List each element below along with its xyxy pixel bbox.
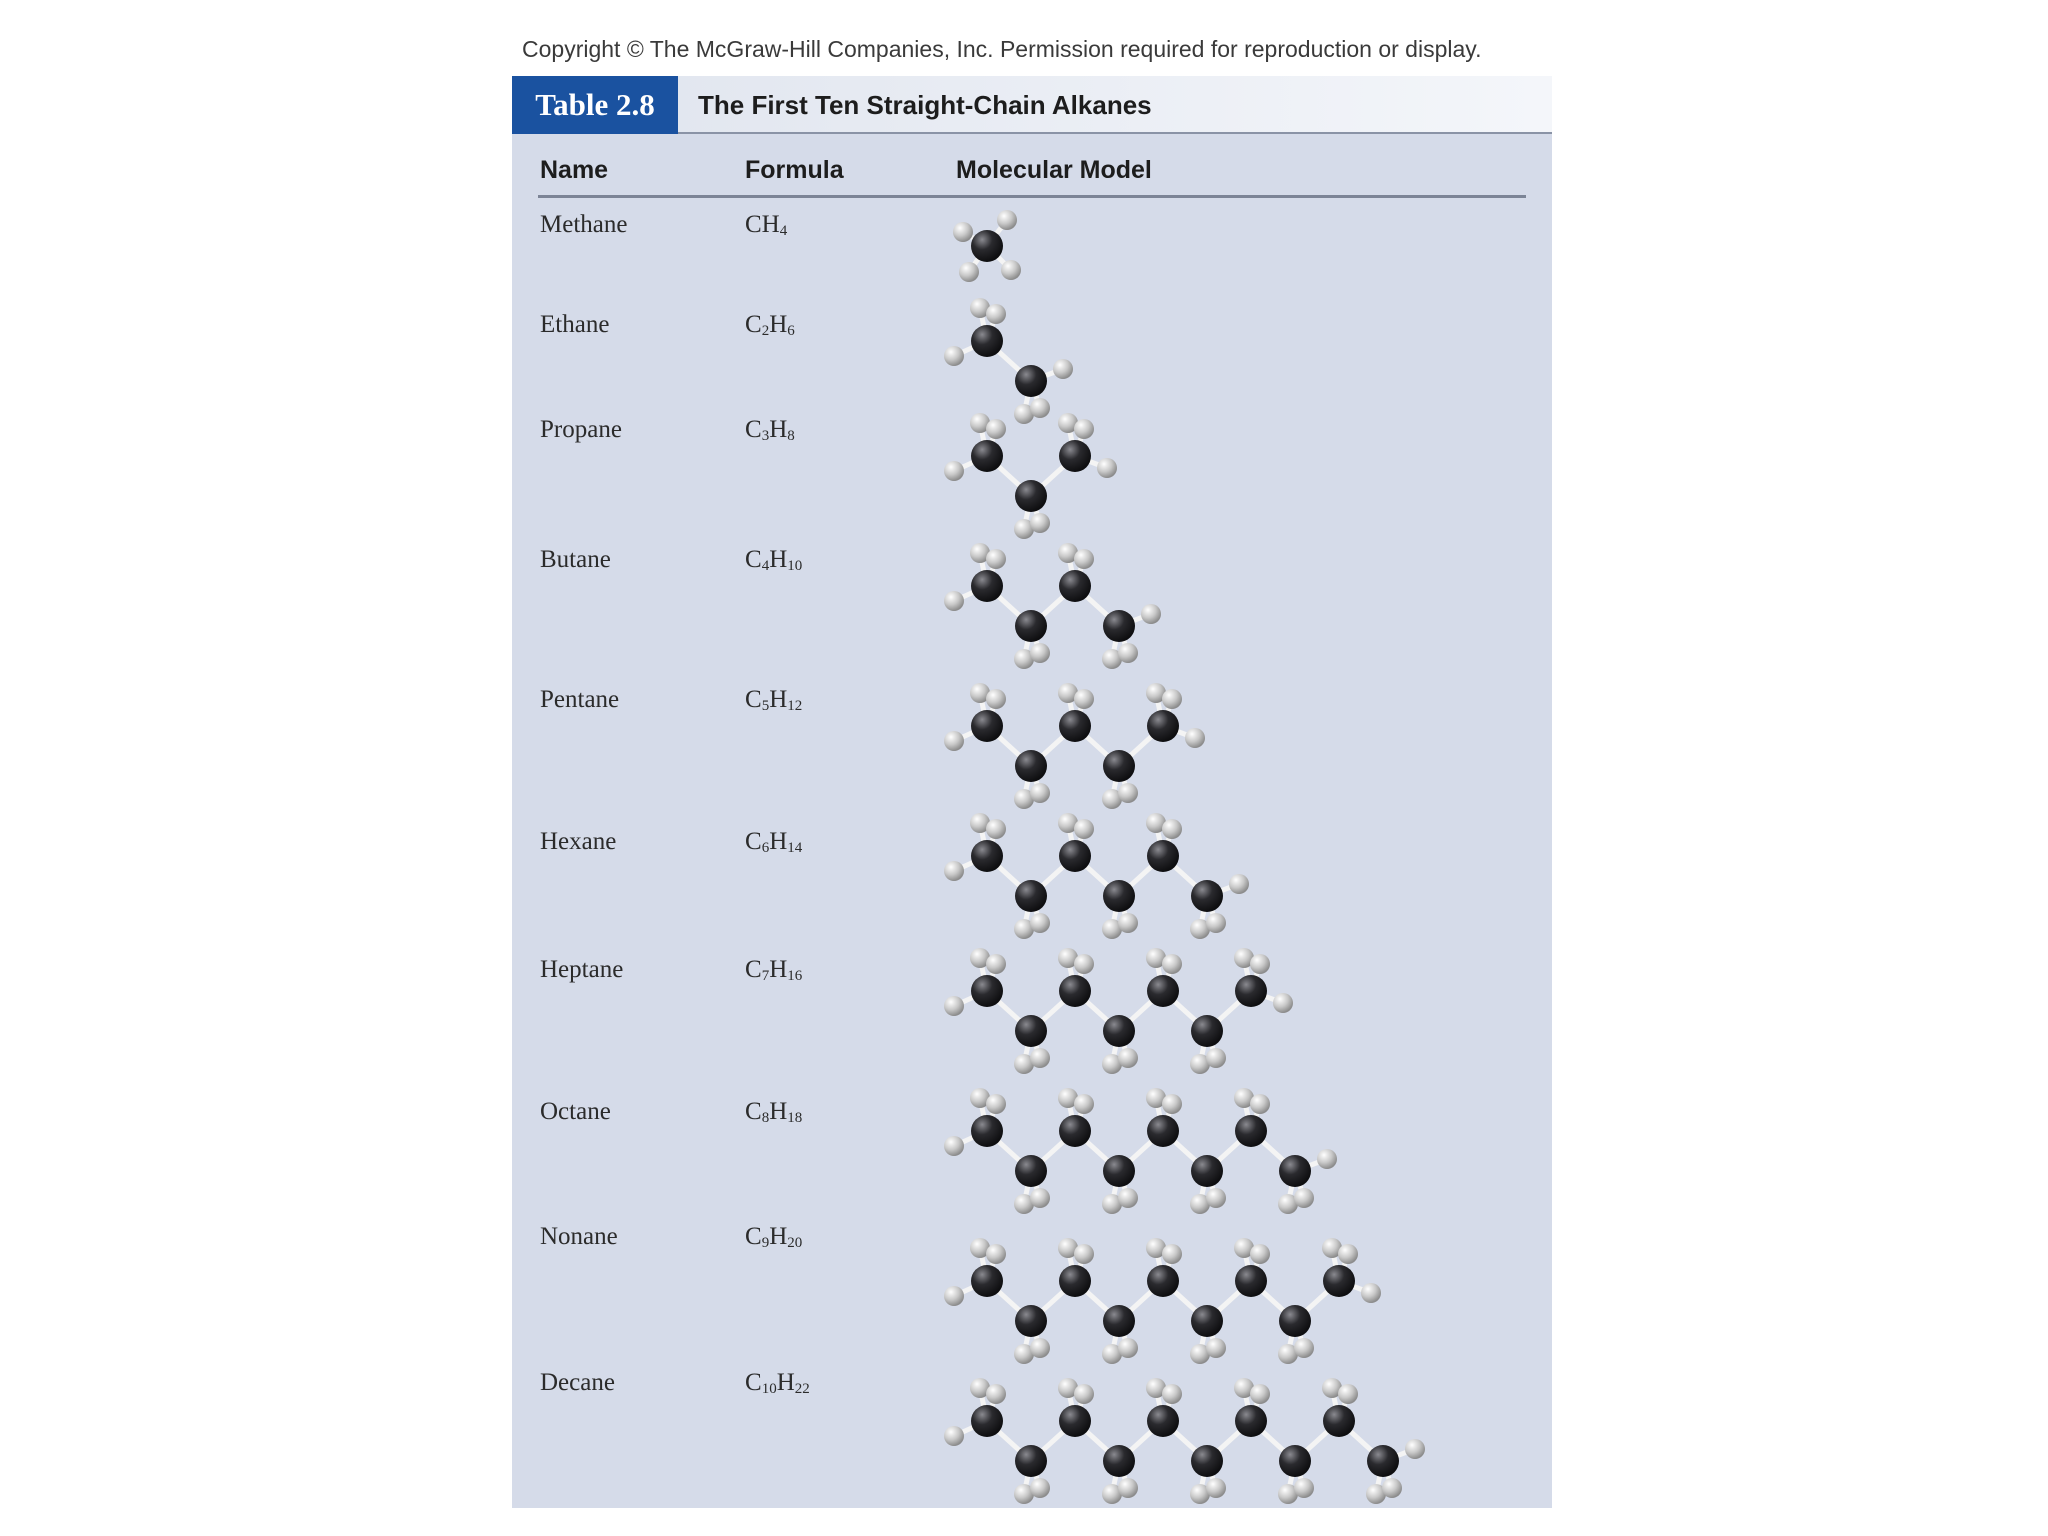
formula-symbol: C [745, 1369, 762, 1396]
hydrogen-atom [1361, 1283, 1381, 1303]
carbon-atom [971, 440, 1003, 472]
carbon-atom [1103, 610, 1135, 642]
carbon-atom [1103, 1015, 1135, 1047]
carbon-atom [971, 1265, 1003, 1297]
hydrogen-atom [1118, 1048, 1138, 1068]
hydrogen-atom [1118, 913, 1138, 933]
carbon-atom [971, 570, 1003, 602]
table-number-tag: Table 2.8 [512, 76, 678, 134]
formula-subscript: 6 [761, 840, 770, 856]
hydrogen-atom [1030, 783, 1050, 803]
formula-subscript: 9 [761, 1235, 770, 1251]
molecular-model-pentane [944, 683, 1205, 809]
carbon-atom [971, 975, 1003, 1007]
carbon-atom [1015, 1305, 1047, 1337]
hydrogen-atom [1074, 419, 1094, 439]
row-name-ethane: Ethane [540, 311, 610, 338]
hydrogen-atom [1030, 1478, 1050, 1498]
molecular-model-butane [944, 543, 1161, 669]
formula-symbol: H [769, 686, 788, 713]
row-name-methane: Methane [540, 211, 628, 238]
formula-symbol: CH [745, 211, 780, 238]
hydrogen-atom [986, 954, 1006, 974]
carbon-atom [1015, 1155, 1047, 1187]
row-name-octane: Octane [540, 1098, 611, 1125]
formula-subscript: 16 [787, 968, 803, 984]
carbon-atom [1191, 1015, 1223, 1047]
formula-symbol: H [769, 311, 788, 338]
table-title: The First Ten Straight-Chain Alkanes [698, 90, 1152, 120]
carbon-atom [1059, 570, 1091, 602]
hydrogen-atom [1206, 913, 1226, 933]
hydrogen-atom [1118, 1338, 1138, 1358]
carbon-atom [1103, 1445, 1135, 1477]
hydrogen-atom [1030, 643, 1050, 663]
carbon-atom [1103, 1155, 1135, 1187]
hydrogen-atom [1074, 1384, 1094, 1404]
carbon-atom [971, 1115, 1003, 1147]
formula-symbol: C [745, 416, 762, 443]
hydrogen-atom [1382, 1478, 1402, 1498]
formula-symbol: H [776, 1369, 795, 1396]
carbon-atom [1015, 1445, 1047, 1477]
formula-subscript: 12 [787, 698, 803, 714]
hydrogen-atom [1250, 1244, 1270, 1264]
hydrogen-atom [1162, 1384, 1182, 1404]
copyright-notice: Copyright © The McGraw-Hill Companies, Inc. Permission required for reproduction or display. [522, 36, 1482, 62]
hydrogen-atom [944, 996, 964, 1016]
formula-subscript: 8 [787, 428, 795, 444]
molecular-model-decane [944, 1378, 1425, 1504]
formula-subscript: 22 [794, 1381, 810, 1397]
carbon-atom [1015, 610, 1047, 642]
hydrogen-atom [944, 1286, 964, 1306]
hydrogen-atom [1030, 1188, 1050, 1208]
hydrogen-atom [1162, 1094, 1182, 1114]
carbon-atom [1015, 480, 1047, 512]
carbon-atom [1367, 1445, 1399, 1477]
carbon-atom [1279, 1305, 1311, 1337]
hydrogen-atom [1141, 604, 1161, 624]
hydrogen-atom [1030, 1338, 1050, 1358]
molecular-model-heptane [944, 948, 1293, 1074]
carbon-atom [1191, 880, 1223, 912]
row-name-heptane: Heptane [540, 956, 624, 983]
hydrogen-atom [953, 222, 973, 242]
hydrogen-atom [1206, 1048, 1226, 1068]
carbon-atom [1235, 1115, 1267, 1147]
molecular-model-nonane [944, 1238, 1381, 1364]
row-name-hexane: Hexane [540, 828, 617, 855]
carbon-atom [1147, 1405, 1179, 1437]
hydrogen-atom [1030, 913, 1050, 933]
formula-subscript: 8 [761, 1110, 770, 1126]
carbon-atom [1279, 1155, 1311, 1187]
column-header-name: Name [540, 156, 609, 184]
formula-subscript: 18 [787, 1110, 803, 1126]
hydrogen-atom [1162, 689, 1182, 709]
hydrogen-atom [1118, 783, 1138, 803]
molecular-model-methane [953, 210, 1021, 282]
carbon-atom [1015, 365, 1047, 397]
carbon-atom [971, 325, 1003, 357]
formula-symbol: C [745, 828, 762, 855]
hydrogen-atom [1206, 1188, 1226, 1208]
carbon-atom [1059, 840, 1091, 872]
carbon-atom [1147, 1265, 1179, 1297]
formula-symbol: H [769, 546, 788, 573]
formula-symbol: H [769, 1098, 788, 1125]
formula-subscript: 4 [761, 558, 770, 574]
carbon-atom [1015, 750, 1047, 782]
hydrogen-atom [1338, 1244, 1358, 1264]
carbon-atom [1103, 1305, 1135, 1337]
formula-symbol: H [769, 1223, 788, 1250]
carbon-atom [1059, 975, 1091, 1007]
carbon-atom [1323, 1265, 1355, 1297]
carbon-atom [1015, 880, 1047, 912]
formula-subscript: 3 [761, 428, 770, 444]
hydrogen-atom [986, 1384, 1006, 1404]
hydrogen-atom [1118, 1478, 1138, 1498]
hydrogen-atom [1338, 1384, 1358, 1404]
molecular-models [512, 76, 1552, 1508]
formula-subscript: 4 [779, 223, 788, 239]
carbon-atom [1235, 975, 1267, 1007]
carbon-atom [1191, 1155, 1223, 1187]
hydrogen-atom [1250, 954, 1270, 974]
hydrogen-atom [986, 1094, 1006, 1114]
formula-subscript: 10 [761, 1381, 777, 1397]
carbon-atom [1147, 1115, 1179, 1147]
row-name-pentane: Pentane [540, 686, 620, 713]
hydrogen-atom [1294, 1478, 1314, 1498]
formula-symbol: H [769, 828, 788, 855]
hydrogen-atom [986, 689, 1006, 709]
carbon-atom [1147, 975, 1179, 1007]
hydrogen-atom [944, 861, 964, 881]
formula-symbol: H [769, 416, 788, 443]
hydrogen-atom [1273, 993, 1293, 1013]
hydrogen-atom [986, 549, 1006, 569]
hydrogen-atom [944, 1136, 964, 1156]
hydrogen-atom [986, 419, 1006, 439]
molecular-model-hexane [944, 813, 1249, 939]
hydrogen-atom [1294, 1338, 1314, 1358]
hydrogen-atom [944, 731, 964, 751]
hydrogen-atom [997, 210, 1017, 230]
hydrogen-atom [1162, 819, 1182, 839]
carbon-atom [1147, 840, 1179, 872]
hydrogen-atom [1053, 359, 1073, 379]
hydrogen-atom [959, 262, 979, 282]
formula-symbol: C [745, 546, 762, 573]
column-header-formula: Formula [745, 156, 844, 184]
carbon-atom [1323, 1405, 1355, 1437]
hydrogen-atom [1074, 1244, 1094, 1264]
hydrogen-atom [1097, 458, 1117, 478]
formula-subscript: 10 [787, 558, 803, 574]
hydrogen-atom [1317, 1149, 1337, 1169]
formula-symbol: C [745, 956, 762, 983]
hydrogen-atom [1074, 1094, 1094, 1114]
carbon-atom [1015, 1015, 1047, 1047]
hydrogen-atom [1294, 1188, 1314, 1208]
hydrogen-atom [1229, 874, 1249, 894]
hydrogen-atom [1118, 643, 1138, 663]
hydrogen-atom [1405, 1439, 1425, 1459]
hydrogen-atom [1030, 398, 1050, 418]
carbon-atom [1191, 1305, 1223, 1337]
molecular-model-propane [944, 413, 1117, 539]
hydrogen-atom [1250, 1094, 1270, 1114]
carbon-atom [1059, 710, 1091, 742]
hydrogen-atom [1074, 954, 1094, 974]
hydrogen-atom [944, 1426, 964, 1446]
hydrogen-atom [986, 819, 1006, 839]
carbon-atom [1235, 1265, 1267, 1297]
carbon-atom [1147, 710, 1179, 742]
formula-subscript: 2 [761, 323, 770, 339]
carbon-atom [1103, 880, 1135, 912]
hydrogen-atom [986, 1244, 1006, 1264]
carbon-atom [1059, 1265, 1091, 1297]
hydrogen-atom [1185, 728, 1205, 748]
hydrogen-atom [1162, 1244, 1182, 1264]
carbon-atom [1059, 1405, 1091, 1437]
hydrogen-atom [986, 304, 1006, 324]
hydrogen-atom [1074, 549, 1094, 569]
carbon-atom [971, 1405, 1003, 1437]
carbon-atom [1235, 1405, 1267, 1437]
hydrogen-atom [1206, 1338, 1226, 1358]
formula-symbol: C [745, 1098, 762, 1125]
hydrogen-atom [1001, 260, 1021, 280]
hydrogen-atom [1250, 1384, 1270, 1404]
carbon-atom [971, 230, 1003, 262]
carbon-atom [1279, 1445, 1311, 1477]
hydrogen-atom [944, 591, 964, 611]
carbon-atom [1059, 440, 1091, 472]
hydrogen-atom [1030, 1048, 1050, 1068]
row-name-propane: Propane [540, 416, 622, 443]
formula-symbol: H [769, 956, 788, 983]
molecular-model-ethane [944, 298, 1073, 424]
formula-symbol: C [745, 686, 762, 713]
hydrogen-atom [1118, 1188, 1138, 1208]
column-header-molecular-model: Molecular Model [956, 156, 1152, 184]
hydrogen-atom [944, 461, 964, 481]
hydrogen-atom [1074, 689, 1094, 709]
formula-subscript: 6 [787, 323, 795, 339]
hydrogen-atom [1206, 1478, 1226, 1498]
carbon-atom [1059, 1115, 1091, 1147]
molecular-model-octane [944, 1088, 1337, 1214]
formula-subscript: 7 [761, 968, 770, 984]
hydrogen-atom [1162, 954, 1182, 974]
formula-subscript: 14 [787, 840, 803, 856]
alkane-table [512, 76, 1552, 1508]
formula-subscript: 20 [787, 1235, 803, 1251]
row-name-decane: Decane [540, 1369, 615, 1396]
formula-symbol: C [745, 1223, 762, 1250]
hydrogen-atom [1074, 819, 1094, 839]
carbon-atom [971, 710, 1003, 742]
row-name-butane: Butane [540, 546, 611, 573]
row-name-nonane: Nonane [540, 1223, 618, 1250]
carbon-atom [1103, 750, 1135, 782]
hydrogen-atom [1030, 513, 1050, 533]
carbon-atom [1191, 1445, 1223, 1477]
carbon-atom [971, 840, 1003, 872]
formula-subscript: 5 [761, 698, 770, 714]
hydrogen-atom [944, 346, 964, 366]
formula-symbol: C [745, 311, 762, 338]
